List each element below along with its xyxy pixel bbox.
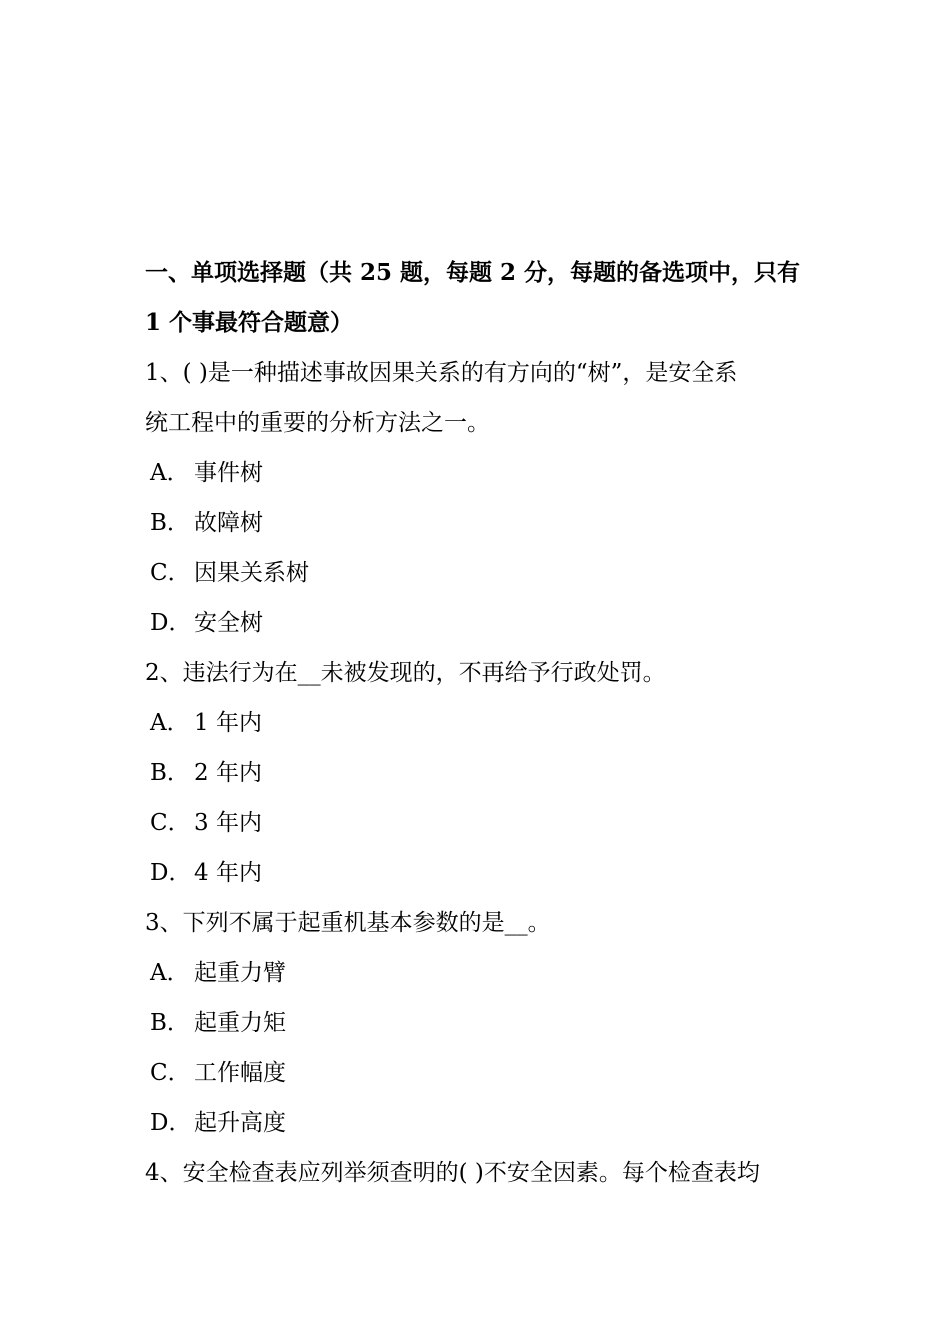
option-letter: B． (150, 510, 190, 536)
option-letter: B． (150, 760, 190, 786)
option-text: 因果关系树 (194, 560, 309, 586)
option-text: 故障树 (194, 510, 263, 536)
option-b (145, 498, 815, 548)
option-text: 起重力臂 (194, 960, 286, 986)
option-c (145, 548, 815, 598)
section-heading-line-2: 1 个事最符合题意） (145, 309, 354, 336)
section-heading-line-1: 一、单项选择题（共 25 题，每题 2 分，每题的备选项中，只有 (145, 259, 801, 286)
option-letter: B． (150, 1010, 190, 1036)
option-b (145, 748, 815, 798)
option-a (145, 948, 815, 998)
question-stem: 4、安全检查表应列举须查明的( )不安全因素。每个检查表均 (145, 1160, 760, 1186)
option-text: 工作幅度 (194, 1060, 286, 1086)
question-stem: 2、违法行为在__未被发现的，不再给予行政处罚。 (145, 660, 666, 686)
question-stem: 1、( )是一种描述事故因果关系的有方向的“树”，是安全系 (145, 360, 738, 386)
option-letter: D． (150, 1110, 192, 1136)
exam-content (145, 248, 815, 1198)
option-d (145, 848, 815, 898)
option-a (145, 448, 815, 498)
option-text: 事件树 (194, 460, 263, 486)
option-text: 3 年内 (194, 810, 262, 836)
question-3 (145, 898, 815, 1148)
option-text: 4 年内 (194, 860, 262, 886)
option-letter: A． (150, 460, 190, 486)
option-d (145, 598, 815, 648)
option-text: 1 年内 (194, 710, 262, 736)
option-text: 起重力矩 (194, 1010, 286, 1036)
option-letter: A． (150, 960, 190, 986)
option-letter: D． (150, 610, 192, 636)
option-d (145, 1098, 815, 1148)
question-stem: 3、下列不属于起重机基本参数的是__。 (145, 910, 551, 936)
option-c (145, 798, 815, 848)
option-text: 起升高度 (194, 1110, 286, 1136)
option-letter: D． (150, 860, 192, 886)
option-letter: A． (150, 710, 190, 736)
option-b (145, 998, 815, 1048)
option-c (145, 1048, 815, 1098)
option-text: 2 年内 (194, 760, 262, 786)
option-letter: C． (150, 560, 191, 586)
option-letter: C． (150, 1060, 191, 1086)
question-stem: 统工程中的重要的分析方法之一。 (145, 410, 490, 436)
question-1 (145, 348, 815, 648)
option-letter: C． (150, 810, 191, 836)
option-text: 安全树 (194, 610, 263, 636)
question-4 (145, 1148, 815, 1198)
question-2 (145, 648, 815, 898)
option-a (145, 698, 815, 748)
